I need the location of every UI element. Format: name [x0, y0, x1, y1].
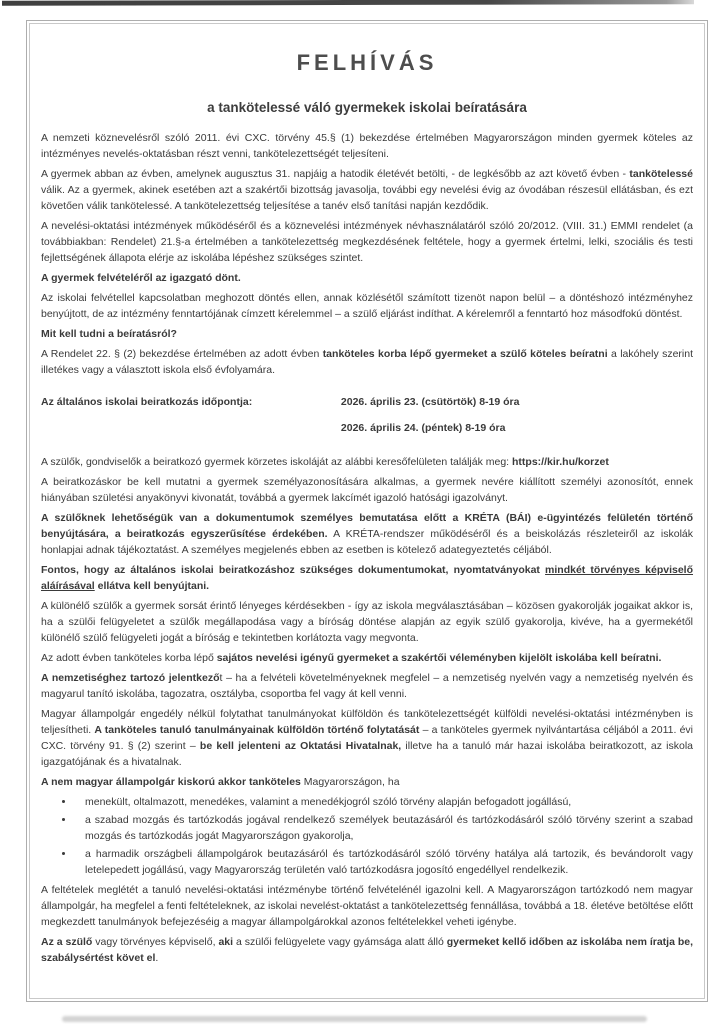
paragraph	[41, 218, 693, 266]
document-frame	[26, 20, 708, 1002]
text-segment: A különélő szülők a gyermek sorsát érintő lényeges kérdésekben - így az iskola megválasztásában – közösen gyakorolják jogaikat akkor is, ha a szülői felügyeletet a szülők megállapodása vagy a bíróság döntése alapján az egyik szülő gyakorolja, kivéve, ha a gyermekétől különélő szülő felügyeleti jogát a bíróság e tekintetben korlátozta vagy megvonta.	[41, 600, 693, 644]
conditions-list	[41, 794, 693, 878]
list-item: • a szabad mozgás és tartózkodás jogával rendelkező személyek beutazásáról és tartózkodásáról szóló törvény szerint a szabad mozgás és tartózkodás jogát Magyarországon gyakorolja,	[75, 812, 693, 844]
paragraph	[41, 454, 693, 470]
text-segment: sajátos nevelési igényű gyermeket a szakértői véleményben kijelölt iskolába kell beíratni.	[216, 652, 662, 664]
text-segment: A szülőknek lehetőségük van a dokumentumok személyes bemutatása előtt a KRÉTA (BÁI) e-ügyintézés felületén történő benyújtására, a beiratkozás egyszerűsítése érdekében.	[41, 512, 693, 540]
document-inner-frame	[29, 23, 705, 999]
text-segment: .	[155, 952, 159, 964]
text-segment: A KRÉTA-rendszer működéséről és a beiskolázás részleteiről az iskolák honlapjai adnak tájékoztatást. A személyes megjelenés ebben az esetben is kötelező adategyeztetés céljából.	[41, 528, 693, 556]
text-segment: https://kir.hu/korzet	[512, 456, 609, 468]
text-segment: A tanköteles tanuló tanulmányainak külföldön történő folytatását	[94, 724, 420, 736]
section-heading	[41, 326, 693, 342]
text-segment: – a tanköteles gyermek nyilvántartása céljából a 2011. évi CXC. törvény 91. § (2) szerint –	[41, 724, 693, 752]
text-segment: A gyermek abban az évben, amelynek augusztus 31. napjáig a hatodik életévét betölti, - de legkésőbb az azt követő évben -	[41, 168, 630, 180]
paragraph	[41, 166, 693, 214]
text-segment: A nemzeti köznevelésről szóló 2011. évi CXC. törvény 45.§ (1) bekezdése értelmében Magyarországon minden gyermek köteles az intézményes nevelés-oktatásban részt venni, tankötelezettségét teljesíteni.	[41, 132, 693, 160]
page-subtitle: a tankötelessé váló gyermekek iskolai beíratására	[207, 100, 527, 115]
text-segment: A feltételek meglétét a tanuló nevelési-oktatási intézménybe történő felvételénél igazolni kell. A Magyarországon tartózkodó nem magyar állampolgár, ha megfelel a fenti feltételeknek, az iskolai nevelést-oktatást a tankötelezettség fennállása, továbbá a 18. életéve betöltése előtt megkezdett tanulmányok befejezéséig a magyar állampolgárokkal azonos feltételekkel veheti igénybe.	[41, 884, 693, 928]
list-item: • a harmadik országbeli állampolgárok beutazásáról és tartózkodásáról szóló törvény hatálya alá tartozik, és bevándorolt vagy letelepedett jogállású, vagy Magyarország területén való tartózkodásra jogosító engedéllyel rendelkezik.	[75, 846, 693, 878]
schedule-label: Az általános iskolai beiratkozás időpontja:	[41, 396, 253, 408]
text-segment: gyermeket kellő időben az iskolába nem íratja be, szabálysértést követ el	[41, 936, 694, 964]
paragraph	[41, 774, 693, 790]
text-segment: A gyermek felvételéről az igazgató dönt.	[41, 272, 241, 284]
text-segment: tankötelessé	[629, 168, 693, 180]
text-segment: A szülők, gondviselők a beiratkozó gyermek körzetes iskoláját az alábbi keresőfelületen találják meg:	[41, 456, 512, 468]
text-segment: válik. Az a gyermek, akinek esetében azt a szakértői bizottság javasolja, további egy nevelési évig az óvodában részesül ellátásban, és ezt követően válik tankötelessé. A tankötelezettség teljesítése a tanév első tanítási napján kezdődik.	[41, 184, 693, 212]
paragraph	[41, 598, 693, 646]
text-segment: vagy törvényes képviselő,	[92, 936, 219, 948]
text-segment: mindkét törvényes képviselő aláírásával	[41, 564, 693, 592]
paragraph	[41, 290, 693, 322]
text-segment: Mit kell tudni a beíratásról?	[41, 328, 177, 340]
text-segment: illetve ha a tanuló már hazai iskolába beiratkozott, az iskola igazgatójának és a hivatalnak.	[41, 740, 693, 768]
text-segment: tanköteles korba lépő gyermeket a szülő köteles beíratni	[322, 348, 608, 360]
text-segment: A nevelési-oktatási intézmények működéséről és a köznevelési intézmények névhasználatáról szóló 20/2012. (VIII. 31.) EMMI rendelet (a továbbiakban: Rendelet) 21.§-a értelmében a tankötelezettség megkezdésének feltétele, hogy a gyermek értelmi, lelki, szociális és testi fejlettségének állapota elérje az iskolába lépéshez szükséges szintet.	[41, 220, 693, 264]
paragraph	[41, 562, 693, 594]
paragraph	[41, 934, 693, 966]
paragraph	[41, 510, 693, 558]
text-segment: Fontos, hogy az általános iskolai beiratkozáshoz szükséges dokumentumokat, nyomtatványokat	[41, 564, 546, 576]
schedule-date: 2026. április 23. (csütörtök) 8-19 óra	[340, 396, 520, 408]
paragraph	[41, 474, 693, 506]
text-segment: aki	[218, 936, 234, 948]
scan-artifact-bottom-bar	[62, 1016, 647, 1022]
page-title: FELHÍVÁS	[296, 50, 438, 75]
list-item: • menekült, oltalmazott, menedékes, valamint a menedékjogról szóló törvény alapján befogadott jogállású,	[75, 794, 693, 810]
scan-artifact-top-bar	[2, 0, 694, 6]
paragraph	[41, 706, 693, 770]
text-segment: A nem magyar állampolgár kiskorú akkor tanköteles	[41, 776, 301, 788]
text-segment: ellátva kell benyújtani.	[94, 580, 210, 592]
text-segment: Az iskolai felvétellel kapcsolatban meghozott döntés ellen, annak közlésétől számított tizenöt napon belül – a döntéshozó intézményhez benyújtott, de az intézmény fenntartójának címzett kérelemmel – a szülő eljárást indíthat. A kérelemről a fenntartó hoz másodfokú döntést.	[41, 292, 693, 320]
text-segment: A Rendelet 22. § (2) bekezdése értelmében az adott évben	[41, 348, 323, 360]
paragraph	[41, 346, 693, 378]
schedule-date: 2026. április 24. (péntek) 8-19 óra	[340, 422, 506, 434]
text-segment: t – ha a felvételi követelményeknek megfelel – a nemzetiség nyelvén vagy a nemzetiség nyelvén és magyarul tanító iskolába, tagozatra, osztályba, csoportba fel vagy át kell venni.	[41, 672, 693, 700]
enrollment-schedule	[41, 394, 693, 436]
paragraph	[41, 670, 693, 702]
paragraph	[41, 650, 693, 666]
text-segment: A nemzetiséghez tartozó jelentkező	[41, 672, 220, 684]
text-segment: Magyar állampolgár engedély nélkül folytathat tanulmányokat külföldön és tankötelezettségét külföldi nevelési-oktatási intézményben is teljesítheti.	[41, 708, 693, 736]
document-blocks	[41, 130, 693, 966]
text-segment: Az adott évben tanköteles korba lépő	[41, 652, 217, 664]
text-segment: Magyarországon, ha	[300, 776, 400, 788]
schedule-dates	[341, 394, 520, 436]
paragraph	[41, 130, 693, 162]
text-segment: be kell jelenteni az Oktatási Hivatalnak,	[199, 740, 402, 752]
text-segment: a lakóhely szerint illetékes vagy a választott iskola első évfolyamára.	[41, 348, 694, 376]
section-heading	[41, 270, 693, 286]
text-segment: A beiratkozáskor be kell mutatni a gyermek személyazonosítására alkalmas, a gyermek nevére kiállított személyi azonosítót, ennek hiányában születési anyakönyvi kivonatát, továbbá a gyermek lakcímét igazoló hatósági igazolványt.	[41, 476, 693, 504]
text-segment: Az a szülő	[41, 936, 93, 948]
text-segment: a szülői felügyelete vagy gyámsága alatt álló	[233, 936, 447, 948]
paragraph	[41, 882, 693, 930]
